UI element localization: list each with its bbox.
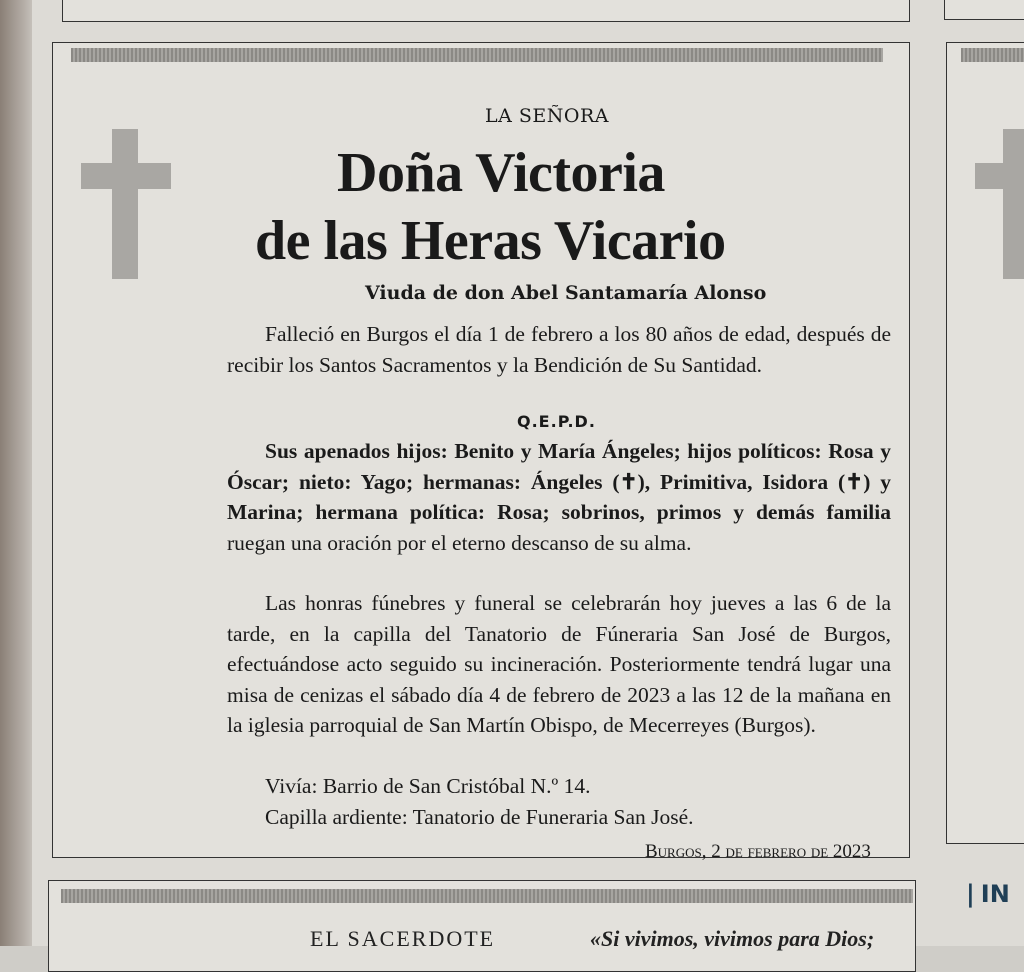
- obituary-notice: [52, 42, 910, 862]
- residence-line: Vivía: Barrio de San Cristóbal N.º 14.: [265, 774, 591, 798]
- notice-heading-label: LA SEÑORA: [485, 105, 609, 127]
- family-request: ruegan una oración por el eterno descanso de su alma.: [227, 530, 692, 555]
- death-paragraph: Falleció en Burgos el día 1 de febrero a los 80 años de edad, después de recibir los Santos Sacramentos y la Bendición de Su Santidad.: [227, 322, 891, 377]
- next-notice-quote: «Si vivimos, vivimos para Dios;: [590, 926, 875, 951]
- cross-icon-right: [975, 129, 1024, 279]
- deceased-name-line2: de las Heras Vicario: [255, 210, 726, 272]
- family-paragraph: [227, 436, 891, 558]
- mourning-band-bottom: [61, 889, 913, 903]
- cross-icon: [81, 129, 171, 279]
- funeral-paragraph: Las honras fúnebres y funeral se celebrarán hoy jueves a las 6 de la tarde, en la capilla del Tanatorio de Fúneraria San José de Burgos, efectuándose acto seguido su incineración. Posteriormente tendrá lugar una misa de cenizas el sábado día 4 de febrero de 2023 a las 12 de la mañana en la iglesia parroquial de San Martín Obispo, de Mecerreyes (Burgos).: [227, 591, 891, 737]
- right-column-text: IN: [980, 880, 1010, 908]
- next-notice-heading: EL SACERDOTE: [310, 926, 496, 951]
- chapel-line: Capilla ardiente: Tanatorio de Funeraria San José.: [265, 805, 694, 829]
- dateline: Burgos, 2 de febrero de 2023: [645, 841, 871, 862]
- mourning-band: [71, 48, 883, 62]
- qepd-label: Q.E.P.D.: [517, 412, 596, 431]
- widow-of-line: Viuda de don Abel Santamaría Alonso: [365, 282, 767, 304]
- mourning-band-right: [961, 48, 1024, 62]
- adjacent-notice-frame: [946, 42, 1024, 844]
- family-names: Sus apenados hijos: Benito y María Ángeles; hijos políticos: Rosa y Óscar; nieto: Yago; hermanas: Ángeles (✝), Primitiva, Isidora (✝) y Marina; hermana política: Rosa; sobrinos, primos y demás familia: [227, 439, 891, 524]
- previous-right-notice-frame: [944, 0, 1024, 20]
- previous-notice-frame: [62, 0, 910, 22]
- deceased-name-line1: Doña Victoria: [337, 142, 665, 204]
- right-column-heading: | IN: [966, 880, 1010, 908]
